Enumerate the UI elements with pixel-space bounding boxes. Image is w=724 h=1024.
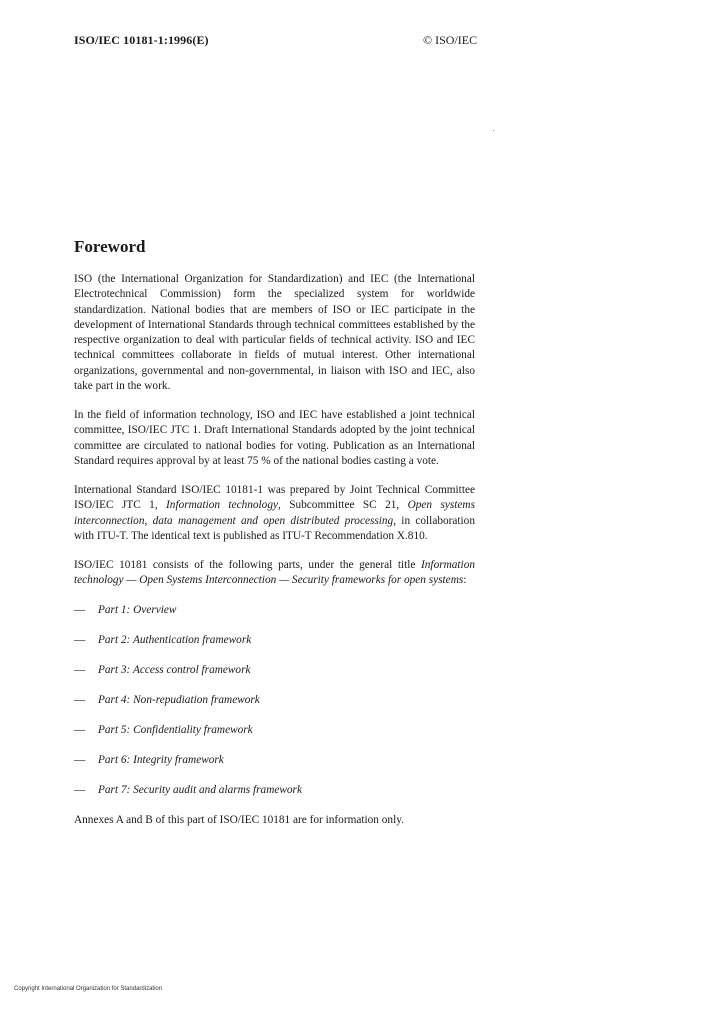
part-label: Part 7: Security audit and alarms framework (98, 783, 302, 796)
list-dash: — (74, 693, 86, 706)
scan-speck (493, 130, 494, 131)
annex-note: Annexes A and B of this part of ISO/IEC 10181 are for information only. (74, 813, 404, 826)
paragraph-preparation-text-1: International Standard ISO/IEC 10181-1 was prepared by Joint Technical Committee ISO/IEC JTC 1, (74, 484, 475, 512)
paragraph-parts-intro (74, 558, 475, 589)
list-dash: — (74, 663, 86, 676)
paragraph-preparation-text-2: , Subcommittee SC 21, (277, 499, 408, 512)
subcommittee-title: Open systems interconnection, data management and open distributed processing (74, 499, 475, 527)
paragraph-jtc1: In the field of information technology, ISO and IEC have established a joint technical committee, ISO/IEC JTC 1. Draft International Standards adopted by the joint technical committee are circulated to national bodies for voting. Publication as an International Standard requires approval by at least 75 % of the national bodies casting a vote. (74, 409, 475, 467)
part-label: Part 1: Overview (98, 603, 177, 616)
copyright-mark: © ISO/IEC (423, 33, 478, 47)
copyright-footer: Copyright International Organization for Standardization (14, 986, 163, 992)
committee-title: Information technology (166, 499, 278, 512)
list-dash: — (74, 753, 86, 766)
part-label: Part 6: Integrity framework (98, 753, 224, 766)
list-dash: — (74, 603, 86, 616)
list-item (74, 783, 475, 798)
parts-intro-colon: : (463, 574, 467, 587)
list-item (74, 753, 475, 768)
list-dash: — (74, 723, 86, 736)
foreword-body (74, 272, 475, 828)
document-id: ISO/IEC 10181-1:1996(E) (74, 33, 209, 47)
page-title: Foreword (74, 237, 146, 256)
paragraph-preparation-text-3: , in collaboration with ITU-T. The identical text is published as ITU-T Recommendation X.810. (74, 514, 475, 542)
general-title: Information technology — Open Systems Interconnection — Security frameworks for open systems (74, 559, 475, 587)
part-label: Part 3: Access control framework (98, 663, 251, 676)
list-dash: — (74, 783, 86, 796)
parts-list (74, 603, 475, 798)
part-label: Part 2: Authentication framework (98, 633, 252, 646)
list-item (74, 723, 475, 738)
list-item (74, 693, 475, 708)
part-label: Part 4: Non-repudiation framework (98, 693, 260, 706)
list-item (74, 603, 475, 618)
parts-intro-text: ISO/IEC 10181 consists of the following parts, under the general title (74, 559, 422, 571)
paragraph-iso-iec: ISO (the International Organization for Standardization) and IEC (the International Electrotechnical Commission) form the specialized system for worldwide standardization. National bodies that are members of ISO or IEC participate in the development of International Standards through technical committees established by the respective organization to deal with particular fields of technical activity. ISO and IEC technical committees collaborate in fields of mutual interest. Other international organizations, governmental and non-governmental, in liaison with ISO and IEC, also take part in the work. (74, 273, 475, 392)
part-label: Part 5: Confidentiality framework (98, 723, 253, 736)
list-dash: — (74, 633, 86, 646)
list-item (74, 633, 475, 648)
list-item (74, 663, 475, 678)
paragraph-preparation (74, 483, 475, 544)
